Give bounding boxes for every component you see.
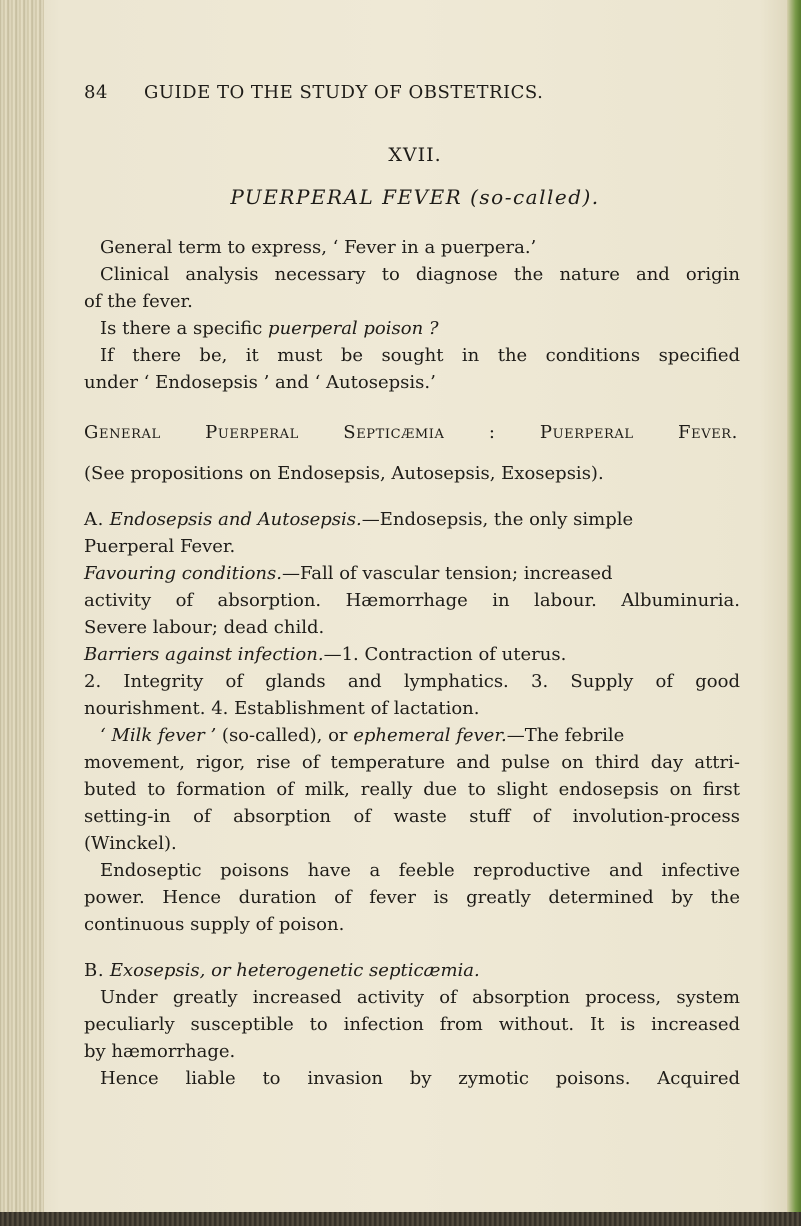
intro-line-4 xyxy=(100,318,439,339)
book-spine-shadow xyxy=(0,0,44,1226)
page-edge-bottom xyxy=(0,1212,801,1226)
ephemeral-fever-phrase: ephemeral fever. xyxy=(353,725,507,746)
milk-fever-line-5: (Winckel). xyxy=(84,833,177,854)
favouring-line-2: activity of absorption. Hæmorrhage in labour. Albuminuria. xyxy=(84,590,740,611)
a-title: Endosepsis and Autosepsis. xyxy=(109,509,362,530)
intro-line-1: General term to express, ‘ Fever in a puerpera.’ xyxy=(100,237,537,258)
section-propositions: (See propositions on Endosepsis, Autosepsis, Exosepsis). xyxy=(84,463,604,484)
b-line-4: by hæmorrhage. xyxy=(84,1041,236,1062)
section-heading: General Puerperal Septicæmia : Puerperal Fever. xyxy=(84,422,738,443)
intro-line-5: If there be, it must be sought in the conditions specified xyxy=(100,345,740,366)
barriers-title: Barriers against infection. xyxy=(84,644,324,665)
barriers-line-2: 2. Integrity of glands and lymphatics. 3. Supply of good xyxy=(84,671,740,692)
chapter-title: PUERPERAL FEVER (so-called). xyxy=(230,185,600,209)
b-title: Exosepsis, or heterogenetic septicæmia. xyxy=(109,960,480,981)
b-line-1 xyxy=(84,960,480,981)
milk-fever-line-2: movement, rigor, rise of temperature and pulse on third day attri- xyxy=(84,752,740,773)
b-line-3: peculiarly susceptible to infection from without. It is increased xyxy=(84,1014,740,1035)
a-line-1-rest: —Endosepsis, the only simple xyxy=(361,509,634,530)
page-number: 84 xyxy=(84,82,108,103)
milk-fever-line-1-rest: —The febrile xyxy=(506,725,625,746)
a-line-2: Puerperal Fever. xyxy=(84,536,236,557)
chapter-number: XVII. xyxy=(388,144,442,166)
favouring-line-3: Severe labour; dead child. xyxy=(84,617,325,638)
milk-fever-line-1 xyxy=(100,725,624,746)
b-letter: B. xyxy=(84,960,105,981)
barriers-line-3: nourishment. 4. Establishment of lactation. xyxy=(84,698,480,719)
barriers-line-1-rest: —1. Contraction of uterus. xyxy=(323,644,567,665)
favouring-line-1 xyxy=(84,563,613,584)
endoseptic-line-3: continuous supply of poison. xyxy=(84,914,345,935)
a-line-1 xyxy=(84,509,740,530)
puerperal-poison-phrase: puerperal poison ? xyxy=(268,318,439,339)
page-edge-right xyxy=(787,0,801,1226)
b-line-5: Hence liable to invasion by zymotic poisons. Acquired xyxy=(100,1068,740,1089)
milk-fever-title: ‘ Milk fever ’ xyxy=(100,725,217,746)
running-title: GUIDE TO THE STUDY OF OBSTETRICS. xyxy=(144,82,544,103)
intro-line-3: of the fever. xyxy=(84,291,193,312)
milk-fever-line-4: setting-in of absorption of waste stuff of involution-process xyxy=(84,806,740,827)
b-line-2: Under greatly increased activity of absorption process, system xyxy=(100,987,740,1008)
favouring-line-1-rest: —Fall of vascular tension; increased xyxy=(281,563,613,584)
a-letter: A. xyxy=(84,509,104,530)
milk-fever-mid: (so-called), or xyxy=(216,725,354,746)
barriers-line-1 xyxy=(84,644,566,665)
endoseptic-line-2: power. Hence duration of fever is greatly determined by the xyxy=(84,887,740,908)
favouring-title: Favouring conditions. xyxy=(84,563,282,584)
intro-line-4-text: Is there a specific xyxy=(100,318,269,339)
milk-fever-line-3: buted to formation of milk, really due to slight endosepsis on first xyxy=(84,779,740,800)
endoseptic-line-1: Endoseptic poisons have a feeble reproductive and infective xyxy=(100,860,740,881)
intro-line-6: under ‘ Endosepsis ’ and ‘ Autosepsis.’ xyxy=(84,372,436,393)
intro-line-2: Clinical analysis necessary to diagnose the nature and origin xyxy=(100,264,740,285)
